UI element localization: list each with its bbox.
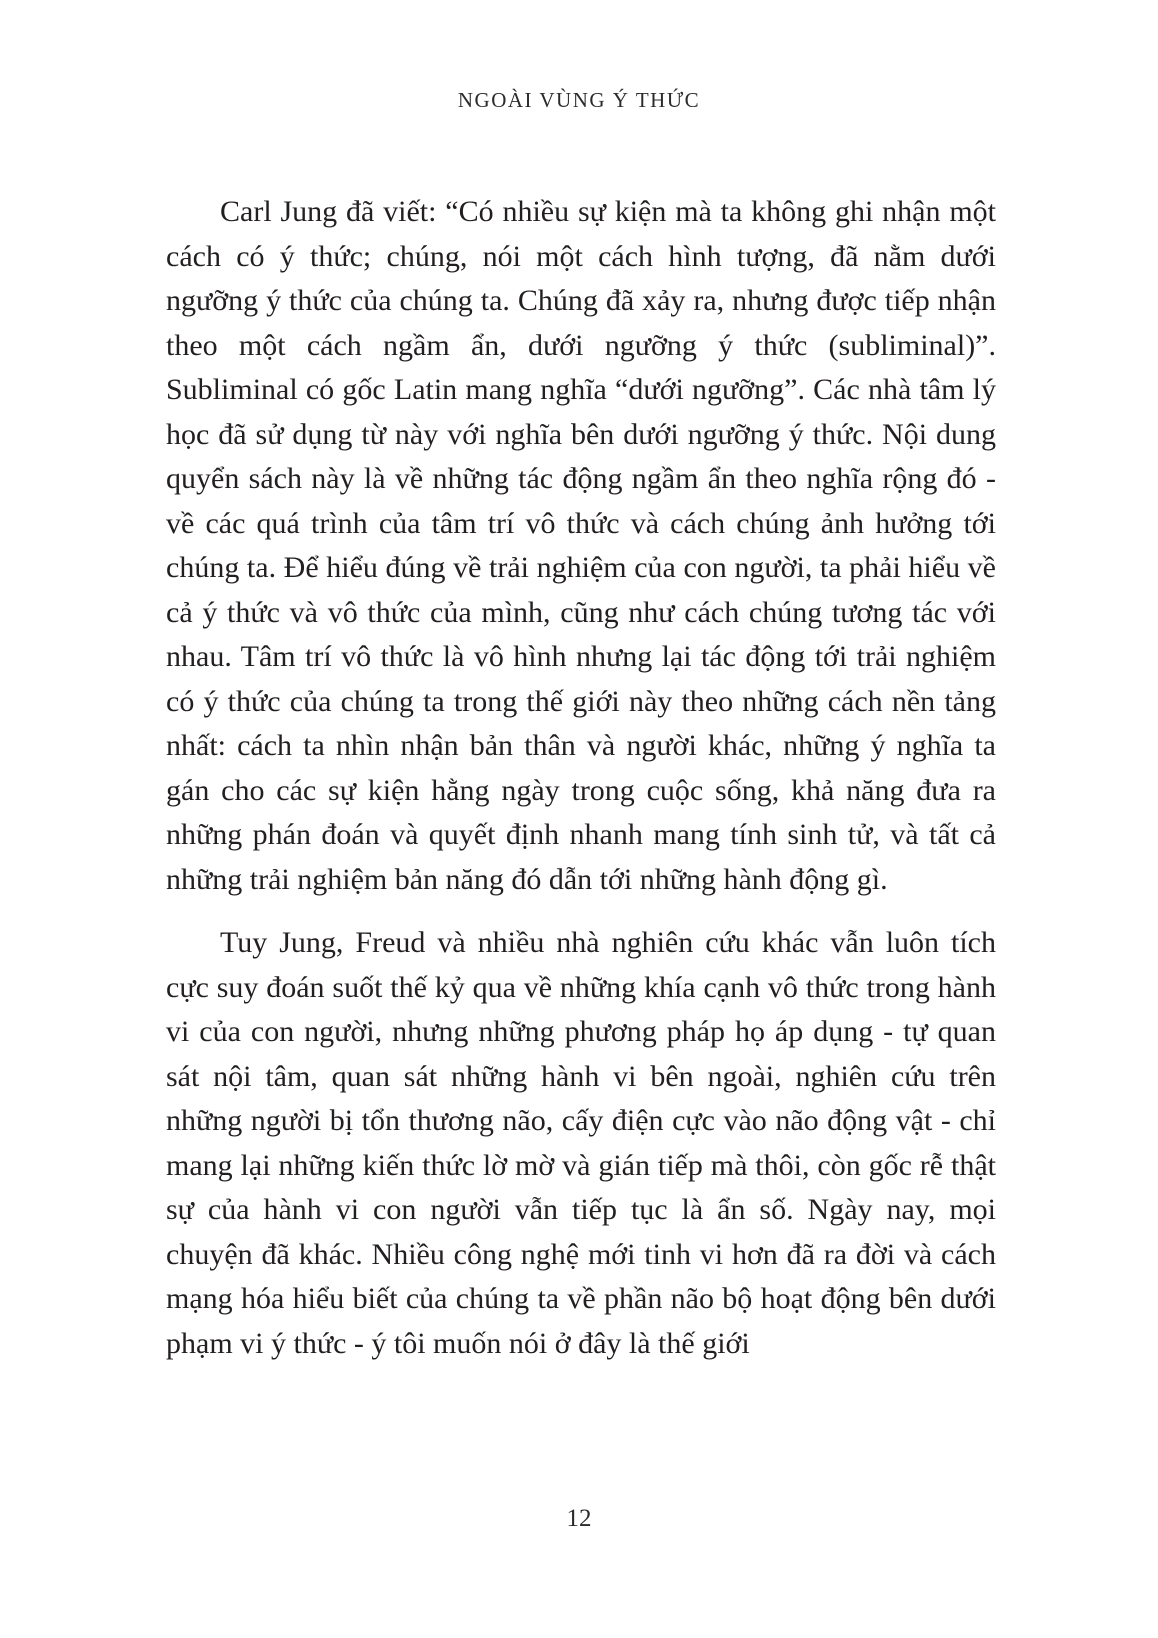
paragraph-1: Carl Jung đã viết: “Có nhiều sự kiện mà ta không ghi nhận một cách có ý thức; chúng, nói một cách hình tượng, đã nằm dưới ngưỡng ý thức của chúng ta. Chúng đã xảy ra, nhưng được tiếp nhận theo một cách ngầm ẩn, dưới ngưỡng ý thức (subliminal)”. Subliminal có gốc Latin mang nghĩa “dưới ngưỡng”. Các nhà tâm lý học đã sử dụng từ này với nghĩa bên dưới ngưỡng ý thức. Nội dung quyển sách này là về những tác động ngầm ẩn theo nghĩa rộng đó - về các quá trình của tâm trí vô thức và cách chúng ảnh hưởng tới chúng ta. Để hiểu đúng về trải nghiệm của con người, ta phải hiểu về cả ý thức và vô thức của mình, cũng như cách chúng tương tác với nhau. Tâm trí vô thức là vô hình nhưng lại tác động tới trải nghiệm có ý thức của chúng ta trong thế giới này theo những cách nền tảng nhất: cách ta nhìn nhận bản thân và người khác, những ý nghĩa ta gán cho các sự kiện hằng ngày trong cuộc sống, khả năng đưa ra những phán đoán và quyết định nhanh mang tính sinh tử, và tất cả những trải nghiệm bản năng đó dẫn tới những hành động gì. [166,195,996,896]
running-header: NGOÀI VÙNG Ý THỨC [457,88,701,112]
page-number: 12 [566,1505,592,1532]
paragraph-2: Tuy Jung, Freud và nhiều nhà nghiên cứu khác vẫn luôn tích cực suy đoán suốt thế kỷ qua về những khía cạnh vô thức trong hành vi của con người, nhưng những phương pháp họ áp dụng - tự quan sát nội tâm, quan sát những hành vi bên ngoài, nghiên cứu trên những người bị tổn thương não, cấy điện cực vào não động vật - chỉ mang lại những kiến thức lờ mờ và gián tiếp mà thôi, còn gốc rễ thật sự của hành vi con người vẫn tiếp tục là ẩn số. Ngày nay, mọi chuyện đã khác. Nhiều công nghệ mới tinh vi hơn đã ra đời và cách mạng hóa hiểu biết của chúng ta về phần não bộ hoạt động bên dưới phạm vi ý thức - ý tôi muốn nói ở đây là thế giới [166,926,996,1360]
body-text [166,190,996,1366]
